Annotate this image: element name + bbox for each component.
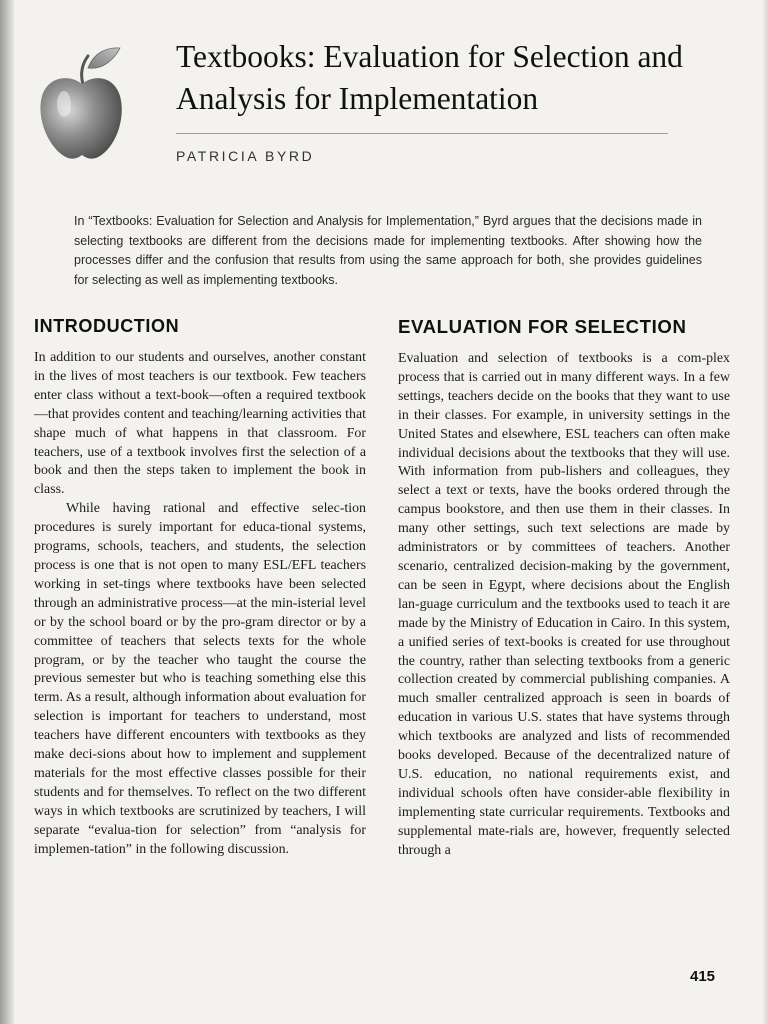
article-title: Textbooks: Evaluation for Selection and Analysis for Implementation: [176, 39, 683, 116]
evaluation-paragraph: Evaluation and selection of textbooks is a com-plex process that is carried out in many different ways. In a few settings, teachers decide on the books that they want to use in their classes. For example, in university settings in the United States and elsewhere, ESL teachers can often make individual decisions about the textbooks that they will use. With information from pub-lishers and colleagues, they select a text or texts, have the books ordered through the campus bookstore, and then use them in their classes. In many other settings, such text selections are made by administrators or by committees of teachers. Another scenario, centralized decision-making by the government, can be seen in Egypt, where decisions about the English lan-guage curriculum and the textbooks used to teach it are made by the Ministry of Education in Cairo. In this system, a unified series of text-books is created for use throughout the country, rather than selecting textbooks from a generic collection created by commercial publishing companies. A much smaller centralized approach is seen in boards of education in various U.S. states that have systems through which textbooks are analyzed and lists of recommended books developed. Because of the decentralized nature of U.S. education, no national requirements exist, and individual schools often have consider-able flexibility in implementing state curricular requirements. Textbooks and supplemental mate-rials are, however, frequently selected through a: [398, 351, 730, 858]
introduction-paragraph: In addition to our students and ourselves, another constant in the lives of most teachers is our textbook. Few teachers enter class without a text-book—often a required textbook—that provides content and teaching/learning activities that shape much of what happens in that classroom. For teachers, use of a textbook involves first the selection of a book and then the steps taken to implement the book in class.: [34, 350, 366, 498]
page-number: 415: [690, 968, 716, 985]
right-column: [398, 316, 730, 860]
evaluation-heading: EVALUATION FOR SELECTION: [398, 316, 687, 337]
abstract: In “Textbooks: Evaluation for Selection and Analysis for Implementation,” Byrd argues that the decisions made in selecting textbooks are different from the decisions made for implementing textbooks. After showing how the processes differ and the confusion that results from using the same approach for both, she provides guidelines for selecting as well as implementing textbooks.: [74, 214, 702, 287]
apple-icon: [36, 44, 128, 164]
introduction-heading: INTRODUCTION: [34, 316, 180, 336]
page-binding-shadow: [0, 0, 14, 1024]
title-divider: [176, 133, 668, 134]
author-name: PATRICIA BYRD: [176, 148, 315, 164]
page-edge-shadow: [762, 0, 768, 1024]
left-column: [34, 316, 366, 859]
introduction-paragraph: While having rational and effective selec-tion procedures is surely important for educa-tional systems, programs, schools, teachers, and students, the selection process is one that is not open to many ESL/EFL teachers working in set-tings where textbooks have been selected through an administrative process—at the min-isterial level or by the school board or by the pro-gram director or by a committee of teachers that selects texts for the whole program, or by the teacher who taught the course the previous semester but who is teaching something else this term. As a result, although information about evaluation for selection is important for teachers to understand, most teachers have different encounters with textbooks as they make deci-sions about how to implement and supplement materials for the most effective classes possible for their students and for themselves. To reflect on the two different ways in which textbooks are scrutinized by teachers, I will separate “evalua-tion for selection” from “analysis for implemen-tation” in the following discussion.: [34, 501, 366, 857]
